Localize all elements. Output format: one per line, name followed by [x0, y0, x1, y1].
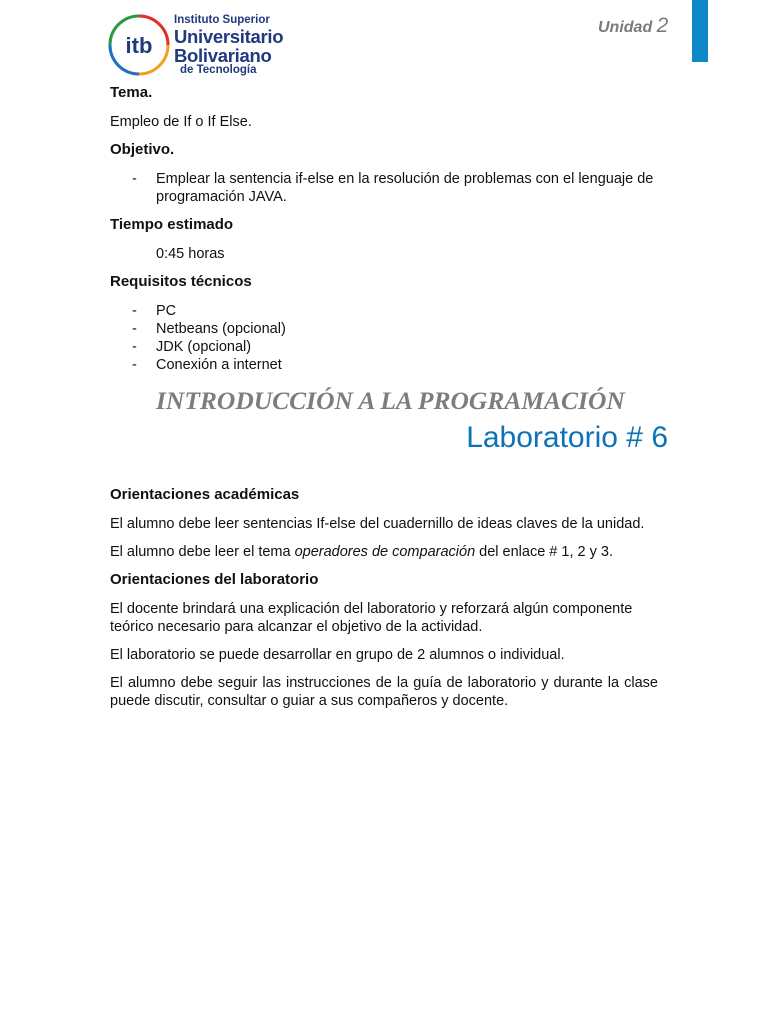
requisitos-item: - JDK (opcional)	[132, 339, 252, 355]
logo-line-3: Bolivariano	[174, 45, 272, 66]
unit-label-text: Unidad	[598, 19, 653, 36]
orient-acad-p1: El alumno debe leer sentencias If-else del cuadernillo de ideas claves de la unidad.	[110, 516, 645, 532]
itb-logo-icon	[108, 14, 170, 76]
institution-logo	[108, 12, 298, 78]
document-body	[110, 84, 668, 720]
objetivo-item-text: Emplear la sentencia if-else en la resolución de problemas con el lenguaje de programación JAVA.	[156, 171, 654, 205]
objetivo-heading: Objetivo.	[110, 141, 175, 158]
header-accent-bar	[692, 0, 708, 62]
orient-acad-p2	[110, 543, 658, 561]
objetivo-item: - Emplear la sentencia if-else en la resolución de problemas con el lenguaje de programación JAVA.	[132, 171, 654, 205]
tema-heading: Tema.	[110, 84, 153, 101]
requisitos-item-text: Netbeans (opcional)	[156, 321, 286, 337]
requisitos-item-text: JDK (opcional)	[156, 339, 252, 355]
unit-number: 2	[656, 14, 669, 37]
tiempo-heading: Tiempo estimado	[110, 216, 234, 233]
orient-acad-p2-after: del enlace # 1, 2 y 3.	[475, 544, 613, 560]
orient-lab-heading: Orientaciones del laboratorio	[110, 571, 319, 588]
orient-acad-p2-italic: operadores de comparación	[294, 544, 476, 560]
requisitos-item: - Netbeans (opcional)	[132, 321, 286, 337]
tiempo-text: 0:45 horas	[156, 246, 225, 262]
tema-text: Empleo de If o If Else.	[110, 114, 252, 130]
logo-badge-text: itb	[125, 33, 153, 58]
requisitos-list	[110, 302, 658, 374]
logo-line-4: de Tecnología	[180, 64, 257, 76]
requisitos-heading: Requisitos técnicos	[110, 273, 252, 290]
logo-line-2: Universitario	[174, 26, 284, 47]
lab-title	[110, 420, 668, 456]
requisitos-item: - PC	[132, 303, 177, 319]
orient-acad-heading: Orientaciones académicas	[110, 486, 300, 503]
course-title: INTRODUCCIÓN A LA PROGRAMACIÓN	[156, 386, 625, 415]
lab-title-text: Laboratorio # 6	[466, 421, 668, 454]
requisitos-item-text: PC	[156, 303, 177, 319]
requisitos-item: - Conexión a internet	[132, 357, 282, 373]
orient-acad-p2-before: El alumno debe leer el tema	[110, 544, 295, 560]
unit-label	[598, 14, 668, 38]
orient-lab-p1: El docente brindará una explicación del laboratorio y reforzará algún componente teórico necesario para alcanzar el objetivo de la actividad.	[110, 601, 633, 635]
orient-lab-p3: El alumno debe seguir las instrucciones de la guía de laboratorio y durante la clase puede discutir, consultar o guiar a sus compañeros y docente.	[110, 675, 658, 709]
objetivo-list	[110, 170, 658, 206]
orient-lab-p2: El laboratorio se puede desarrollar en grupo de 2 alumnos o individual.	[110, 647, 565, 663]
logo-line-1: Instituto Superior	[174, 14, 270, 26]
requisitos-item-text: Conexión a internet	[156, 357, 282, 373]
